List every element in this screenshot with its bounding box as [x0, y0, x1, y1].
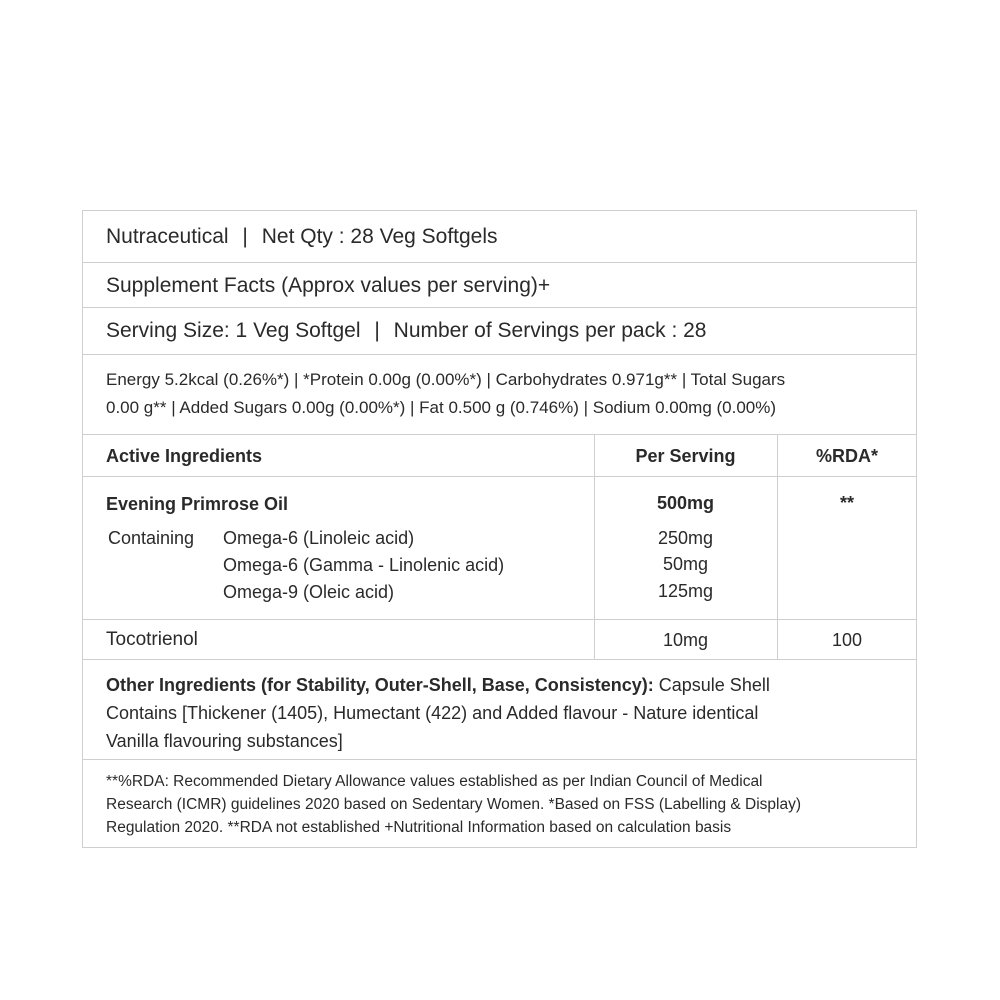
supplement-facts-title: Supplement Facts (Approx values per serving)+ [106, 274, 551, 297]
tocotrienol-name: Tocotrienol [106, 629, 198, 650]
header-separator: | [242, 225, 248, 248]
serving-separator: | [374, 319, 380, 342]
tocotrienol-rda: 100 [831, 630, 863, 650]
other-ingredients-text [106, 671, 896, 755]
footnote-line-2: Research (ICMR) guidelines 2020 based on Sedentary Women. *Based on FSS (Labelling & Display) [106, 796, 801, 813]
supplement-facts-row [83, 263, 916, 308]
tocotrienol-row [83, 620, 916, 660]
footnote-line-3: Regulation 2020. **RDA not established +Nutritional Information based on calculation basis [106, 819, 732, 836]
other-ingredients-line-3: Vanilla flavouring substances] [106, 731, 343, 751]
serving-row [83, 308, 916, 355]
serving-size: Serving Size: 1 Veg Softgel [106, 319, 361, 342]
component-amount: 250mg [657, 528, 714, 548]
footnote-text [106, 770, 896, 839]
serving-text [106, 319, 706, 343]
primrose-name: Evening Primrose Oil [106, 494, 289, 514]
supplement-facts-panel [82, 210, 917, 848]
component-amount: 50mg [662, 554, 709, 574]
component-name: Omega-9 (Oleic acid) [223, 582, 395, 602]
category-label: Nutraceutical [106, 225, 229, 248]
header-row [83, 211, 916, 263]
header-active-ingredients: Active Ingredients [106, 446, 263, 466]
primrose-rda: ** [839, 493, 854, 513]
nutrition-line-1: Energy 5.2kcal (0.26%*) | *Protein 0.00g (0.00%*) | Carbohydrates 0.971g** | Total Sugars [106, 370, 786, 389]
nutrition-line-2: 0.00 g** | Added Sugars 0.00g (0.00%*) | Fat 0.500 g (0.746%) | Sodium 0.00mg (0.00%) [106, 398, 777, 417]
primrose-row [83, 477, 916, 620]
nutrition-row [83, 355, 916, 435]
net-qty: Net Qty : 28 Veg Softgels [261, 225, 498, 248]
other-ingredients-line-1: Capsule Shell [653, 675, 770, 695]
containing-label: Containing [108, 528, 195, 548]
component-name: Omega-6 (Gamma - Linolenic acid) [223, 555, 505, 575]
header-rda: %RDA* [815, 446, 878, 466]
other-ingredients-line-2: Contains [Thickener (1405), Humectant (422) and Added flavour - Nature identical [106, 703, 759, 723]
header-text [106, 225, 498, 249]
component-name: Omega-6 (Linoleic acid) [223, 528, 415, 548]
servings-per-pack: Number of Servings per pack : 28 [393, 319, 707, 342]
footnote-line-1: **%RDA: Recommended Dietary Allowance values established as per Indian Council of Medical [106, 773, 763, 790]
table-header-row [83, 435, 916, 477]
tocotrienol-amount: 10mg [662, 630, 709, 650]
footnote-row [83, 760, 916, 849]
header-per-serving: Per Serving [635, 446, 736, 466]
other-ingredients-row [83, 660, 916, 760]
primrose-amount: 500mg [656, 493, 715, 513]
other-ingredients-label: Other Ingredients (for Stability, Outer-Shell, Base, Consistency): [106, 675, 654, 695]
component-amount: 125mg [657, 581, 714, 601]
